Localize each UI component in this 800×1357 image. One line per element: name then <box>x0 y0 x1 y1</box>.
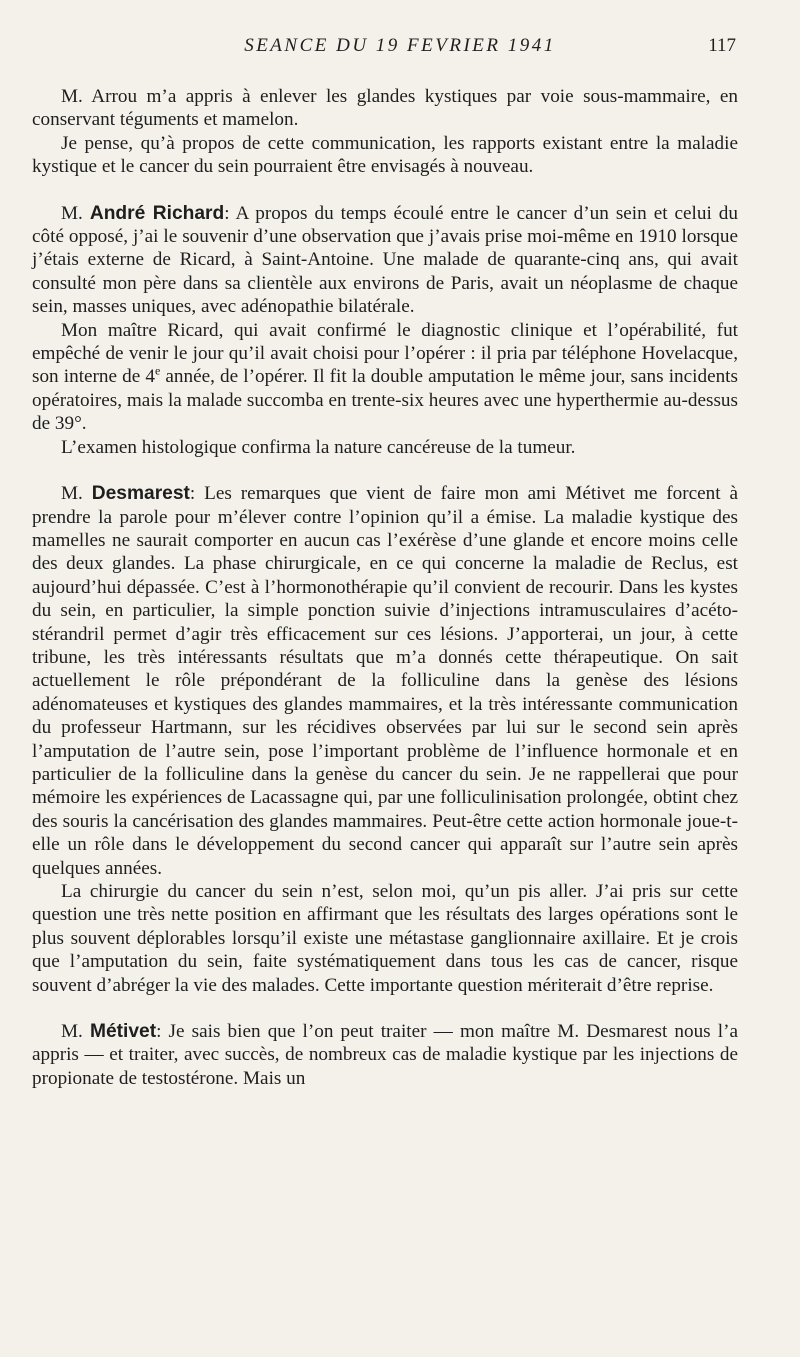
page-header <box>0 35 800 61</box>
paragraph-histologique: L’examen histologique confirma la nature cancéreuse de la tumeur. <box>61 436 576 458</box>
speaker-name-desmarest: Desmarest <box>91 483 190 505</box>
section-gap <box>32 179 738 202</box>
paragraph-ricard <box>32 319 738 436</box>
paragraph-metivet-text: : Je sais bien que l’on peut traiter — mon maître M. Desmarest nous l’a appris — et traiter, avec succès, de nombreux cas de maladie kystique par les injections de propionate de testostérone. Mais un <box>32 1021 739 1089</box>
paragraph-richard <box>32 202 738 319</box>
paragraph-arrou: M. Arrou m’a appris à enlever les glandes kystiques par voie sous-mammaire, en conservant téguments et mamelon. <box>32 86 738 131</box>
paragraph-chirurgie: La chirurgie du cancer du sein n’est, selon moi, qu’un pis aller. J’ai pris sur cette question une très nette position en affirmant que les résultats des larges opérations sont le plus souvent déplorables lorsqu’il existe une métastase ganglionnaire axillaire. Et je crois que l’amputation du sein, faite systématiquement dans tous les cas de cancer, risque souvent d’abréger la vie des malades. Cette importante question mériterait d’être reprise. <box>32 881 738 996</box>
paragraph-ricard-text-b: année, de l’opérer. Il fit la double amputation le même jour, sans incidents opératoires, mais la malade succomba en trente-six heures avec une hyperthermie au-dessus de 39°. <box>32 366 738 435</box>
speaker-name-metivet: Métivet <box>89 1021 157 1043</box>
speaker-prefix: M. <box>61 483 92 505</box>
paragraph-desmarest-text: : Les remarques que vient de faire mon ami Métivet me forcent à prendre la parole pour m’élever contre l’opinion qu’il a émise. La maladie kystique des mamelles ne saurait comporter en aucun cas l’exérèse d’une glande et encore moins celle des deux glandes. La phase chirurgicale, en ce qui concerne la maladie de Reclus, est aujourd’hui dépassée. C’est à l’hormonothérapie qu’il convient de recourir. Dans les kystes du sein, en particulier, la simple ponction suivie d’injections intramusculaires d’acéto-stérandril permet d’agir très efficacement sur ces lésions. J’apporterai, un jour, à cette tribune, les très intéressants résultats que m’a donnés cette thérapeutique. On sait actuellement le rôle prépondérant de la folliculine dans la genèse des lésions adénomateuses et kystiques des glandes mammaires, et la très intéressante communication du professeur Hartmann, sur les récidives observées par lui sur le second sein après l’amputation de l’autre sein, pose l’important problème de l’influence hormonale et en particulier de la folliculine dans la genèse du cancer du sein. Je ne rappellerai que pour mémoire les expériences de Lacassagne qui, par une folliculinisation prolongée, obtint chez des souris la cancérisation des glandes mammaires. Peut-être cette action hormonale joue-t-elle un rôle dans le développement du second cancer qui apparaît sur l’autre sein après quelques années. <box>32 483 738 879</box>
section-gap <box>32 997 738 1020</box>
speaker-prefix: M. <box>61 1021 90 1043</box>
speaker-name-richard: André Richard <box>89 202 225 224</box>
paragraph-desmarest <box>32 482 738 880</box>
paragraph-metivet <box>32 1020 738 1090</box>
speaker-prefix: M. <box>61 202 90 224</box>
paragraph-richard-text: : A propos du temps écoulé entre le cancer d’un sein et celui du côté opposé, j’ai le souvenir d’une observation que j’avais prise moi-même en 1910 lorsque j’étais externe de Ricard, à Saint-Antoine. Une malade de quarante-cinq ans, qui avait consulté mon père dans sa clientèle aux environs de Paris, avait un néoplasme de chaque sein, masses uniques, avec adénopathie bilatérale. <box>32 202 738 318</box>
page-number: 117 <box>708 35 736 56</box>
paragraph-je-pense: Je pense, qu’à propos de cette communication, les rapports existant entre la maladie kystique et le cancer du sein pourraient être envisagés à nouveau. <box>32 132 738 178</box>
running-title: SEANCE DU 19 FEVRIER 1941 <box>244 35 556 56</box>
section-gap <box>32 459 738 482</box>
ordinal-superscript: e <box>154 364 161 379</box>
body-text <box>32 85 738 1090</box>
paragraph-ricard-text-a: Mon maître Ricard, qui avait confirmé le diagnostic clinique et l’opérabilité, fut empêché de venir le jour qu’il avait choisi pour l’opérer : il pria par téléphone Hovelacque, son interne de 4 <box>32 319 738 388</box>
